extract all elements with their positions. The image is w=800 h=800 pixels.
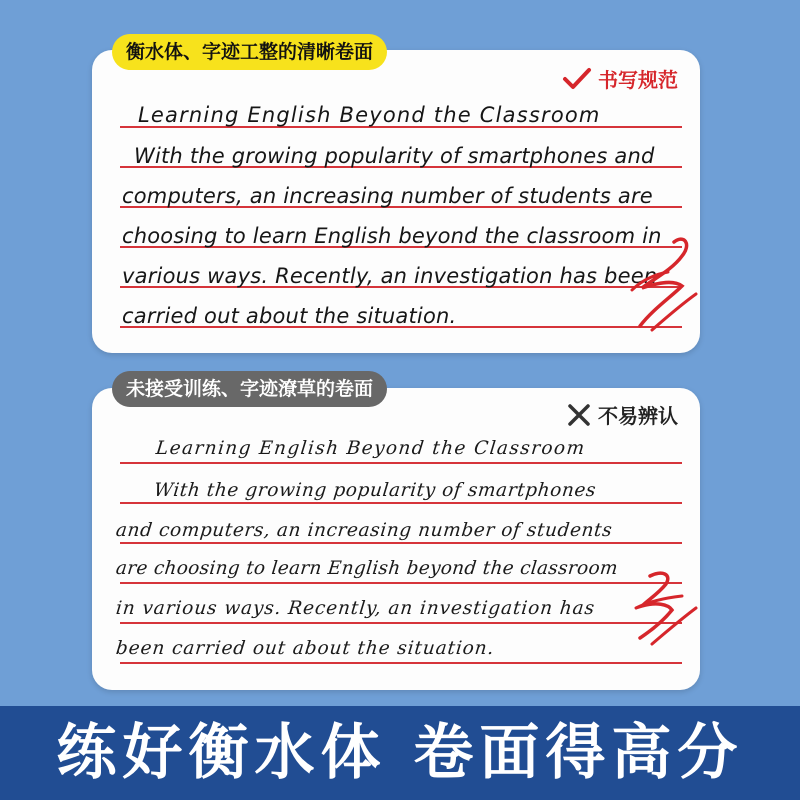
red-score-mark xyxy=(622,564,702,654)
essay-line: been carried out about the situation. xyxy=(114,638,496,659)
essay-line: various ways. Recently, an investigation has been xyxy=(122,264,658,288)
good-badge xyxy=(562,64,678,93)
essay-line: are choosing to learn English beyond the classroom xyxy=(114,558,619,579)
red-score-mark xyxy=(612,230,702,340)
footer-slogan: 练好衡水体 卷面得高分 xyxy=(56,718,744,788)
rule-line xyxy=(120,462,682,464)
essay-line: Learning English Beyond the Classroom xyxy=(138,103,601,127)
good-sample-tag: 衡水体、字迹工整的清晰卷面 xyxy=(112,34,387,70)
check-icon xyxy=(562,67,592,91)
essay-line: carried out about the situation. xyxy=(122,304,457,328)
bad-badge-label: 不易辨认 xyxy=(598,404,678,428)
rule-line xyxy=(120,542,682,544)
bad-sample-tag: 未接受训练、字迹潦草的卷面 xyxy=(112,371,387,407)
bad-badge xyxy=(566,400,678,429)
bad-sample-card xyxy=(92,388,700,690)
cross-icon xyxy=(566,402,592,428)
essay-line: computers, an increasing number of students are xyxy=(122,184,653,208)
essay-line: and computers, an increasing number of students xyxy=(114,520,614,541)
rule-line xyxy=(120,622,682,624)
essay-line: choosing to learn English beyond the classroom in xyxy=(122,224,662,248)
rule-line xyxy=(120,502,682,504)
essay-line: With the growing popularity of smartphones and xyxy=(134,144,655,168)
rule-line xyxy=(120,662,682,664)
essay-line: With the growing popularity of smartphones xyxy=(152,480,598,501)
rule-line xyxy=(120,582,682,584)
essay-line: Learning English Beyond the Classroom xyxy=(154,438,587,459)
essay-line: in various ways. Recently, an investigation has xyxy=(114,598,597,619)
good-badge-label: 书写规范 xyxy=(598,68,678,92)
good-sample-card xyxy=(92,50,700,353)
